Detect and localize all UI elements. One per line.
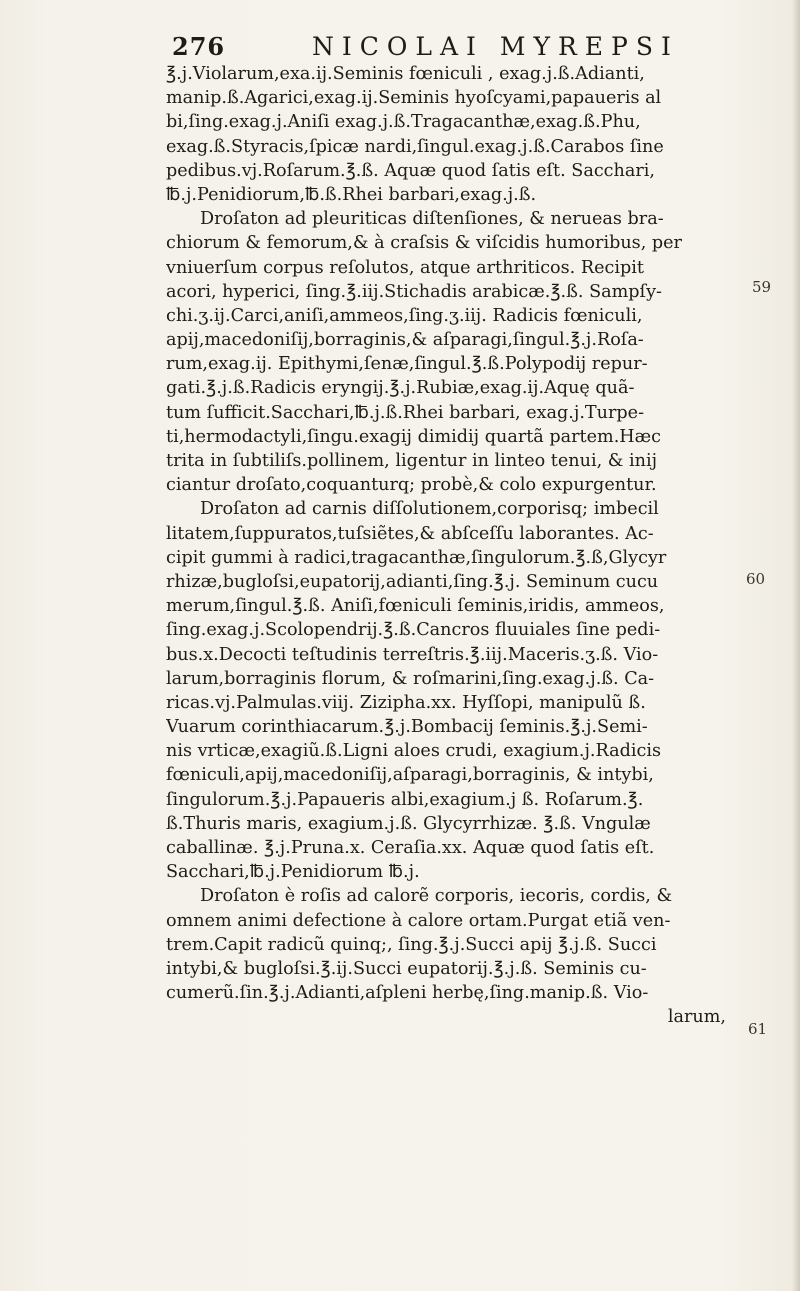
page-number: 276: [172, 32, 226, 61]
text-line: bus.x.Decocti teſtudinis terreſtris.℥.iij.Maceris.ʒ.ß. Vio-: [166, 644, 659, 665]
text-line: ℔.j.Penidiorum,℔.ß.Rhei barbari,exag.j.ß.: [166, 184, 537, 205]
page-edge-shadow: [792, 0, 800, 1291]
margin-note: 59: [752, 278, 772, 296]
text-line: larum,borraginis florum, & roſmarini,ſing.exag.j.ß. Ca-: [166, 668, 655, 689]
text-line: ſing.exag.j.Scolopendrij.℥.ß.Cancros fluuiales ſine pedi-: [166, 620, 661, 641]
text-line: ciantur droſato,coquanturq; probè,& colo expurgentur.: [166, 475, 657, 496]
text-line: ß.Thuris maris, exagium.j.ß. Glycyrrhizæ. ℥.ß. Vngulæ: [166, 813, 651, 834]
text-line: caballinæ. ℥.j.Pruna.x. Ceraſia.xx. Aquæ quod ſatis eſt.: [166, 838, 655, 858]
paragraph-start: Droſaton è roſis ad calorẽ corporis, iecoris, cordis, &: [200, 886, 673, 907]
text-line: ti,hermodactyli,ſingu.exagij dimidij quartã partem.Hæc: [166, 426, 662, 447]
catchword-line: larum,: [667, 1007, 726, 1028]
text-line: cumerũ.ſin.℥.j.Adianti,aſpleni herbę,ſing.manip.ß. Vio-: [166, 983, 649, 1004]
text-line: cipit gummi à radici,tragacanthæ,ſingulorum.℥.ß,Glycyr: [166, 547, 667, 568]
text-line: manip.ß.Agarici,exag.ij.Seminis hyoſcyami,papaueris al: [166, 88, 662, 109]
text-line: exag.ß.Styracis,ſpicæ nardi,ſingul.exag.j.ß.Carabos ſine: [166, 136, 664, 157]
text-line: omnem animi defectione à calore ortam.Purgat etiã ven-: [166, 910, 671, 931]
text-line: chi.ʒ.ij.Carci,aniſi,ammeos,ſing.ʒ.iij. Radicis fœniculi,: [166, 305, 643, 326]
text-line: fœniculi,apij,macedoniſij,aſparagi,borraginis, & intybi,: [166, 765, 654, 786]
text-line: gati.℥.j.ß.Radicis eryngij.℥.j.Rubiæ,exag.ij.Aquę quã-: [166, 378, 635, 399]
text-line: rhizæ,bugloſsi,eupatorij,adianti,ſing.℥.j. Seminum cucu: [166, 571, 659, 592]
text-line: ſingulorum.℥.j.Papaueris albi,exagium.j ß. Roſarum.℥.: [166, 789, 644, 810]
text-line: vniuerſum corpus reſolutos, atque arthriticos. Recipit: [166, 257, 644, 278]
text-line: bi,ſing.exag.j.Aniſi exag.j.ß.Tragacanthæ,exag.ß.Phu,: [166, 112, 641, 133]
text-line: tum ſufficit.Sacchari,℔.j.ß.Rhei barbari, exag.j.Turpe-: [166, 402, 645, 423]
margin-note: 60: [746, 570, 766, 588]
running-head: NICOLAI MYREPSI: [312, 32, 679, 61]
text-line: chiorum & femorum,& à craſsis & viſcidis humoribus, per: [166, 233, 682, 254]
text-line: acori, hyperici, ſing.℥.iij.Stichadis arabicæ.℥.ß. Sampſy-: [166, 281, 662, 302]
text-line: trem.Capit radicũ quinq;, ſing.℥.j.Succi apij ℥.j.ß. Succi: [166, 934, 657, 955]
margin-note: 61: [748, 1020, 768, 1038]
text-line: merum,ſingul.℥.ß. Aniſi,fœniculi ſeminis,iridis, ammeos,: [166, 596, 665, 617]
text-line: intybi,& bugloſsi.℥.ij.Succi eupatorij.℥.j.ß. Seminis cu-: [166, 958, 647, 979]
text-line: Sacchari,℔.j.Penidiorum ℔.j.: [166, 862, 420, 883]
body-text: [166, 62, 726, 1030]
text-line: ℥.j.Violarum,exa.ij.Seminis fœniculi , exag.j.ß.Adianti,: [166, 64, 645, 84]
text-line: ricas.vj.Palmulas.viij. Zizipha.xx. Hyſſopi, manipulũ ß.: [166, 692, 646, 713]
text-line: Vuarum corinthiacarum.℥.j.Bombacij ſeminis.℥.j.Semi-: [166, 717, 648, 738]
text-line: apij,macedoniſij,borraginis,& aſparagi,ſingul.℥.j.Roſa-: [166, 330, 644, 351]
paragraph-start: Droſaton ad pleuriticas diſtenſiones, & nerueas bra-: [200, 209, 664, 230]
text-line: trita in ſubtiliſs.pollinem, ligentur in linteo tenui, & inij: [166, 451, 658, 471]
text-line: pedibus.vj.Roſarum.℥.ß. Aquæ quod ſatis eſt. Sacchari,: [166, 160, 655, 181]
page-header: [172, 32, 712, 62]
text-line: nis vrticæ,exagiũ.ß.Ligni aloes crudi, exagium.j.Radicis: [166, 741, 662, 762]
text-line: litatem,ſuppuratos,tuſsiẽtes,& abſceſſu laborantes. Ac-: [166, 523, 654, 544]
text-line: rum,exag.ij. Epithymi,ſenæ,ſingul.℥.ß.Polypodij repur-: [166, 354, 648, 375]
paragraph-start: Droſaton ad carnis diſſolutionem,corporisq; imbecil: [200, 499, 659, 520]
